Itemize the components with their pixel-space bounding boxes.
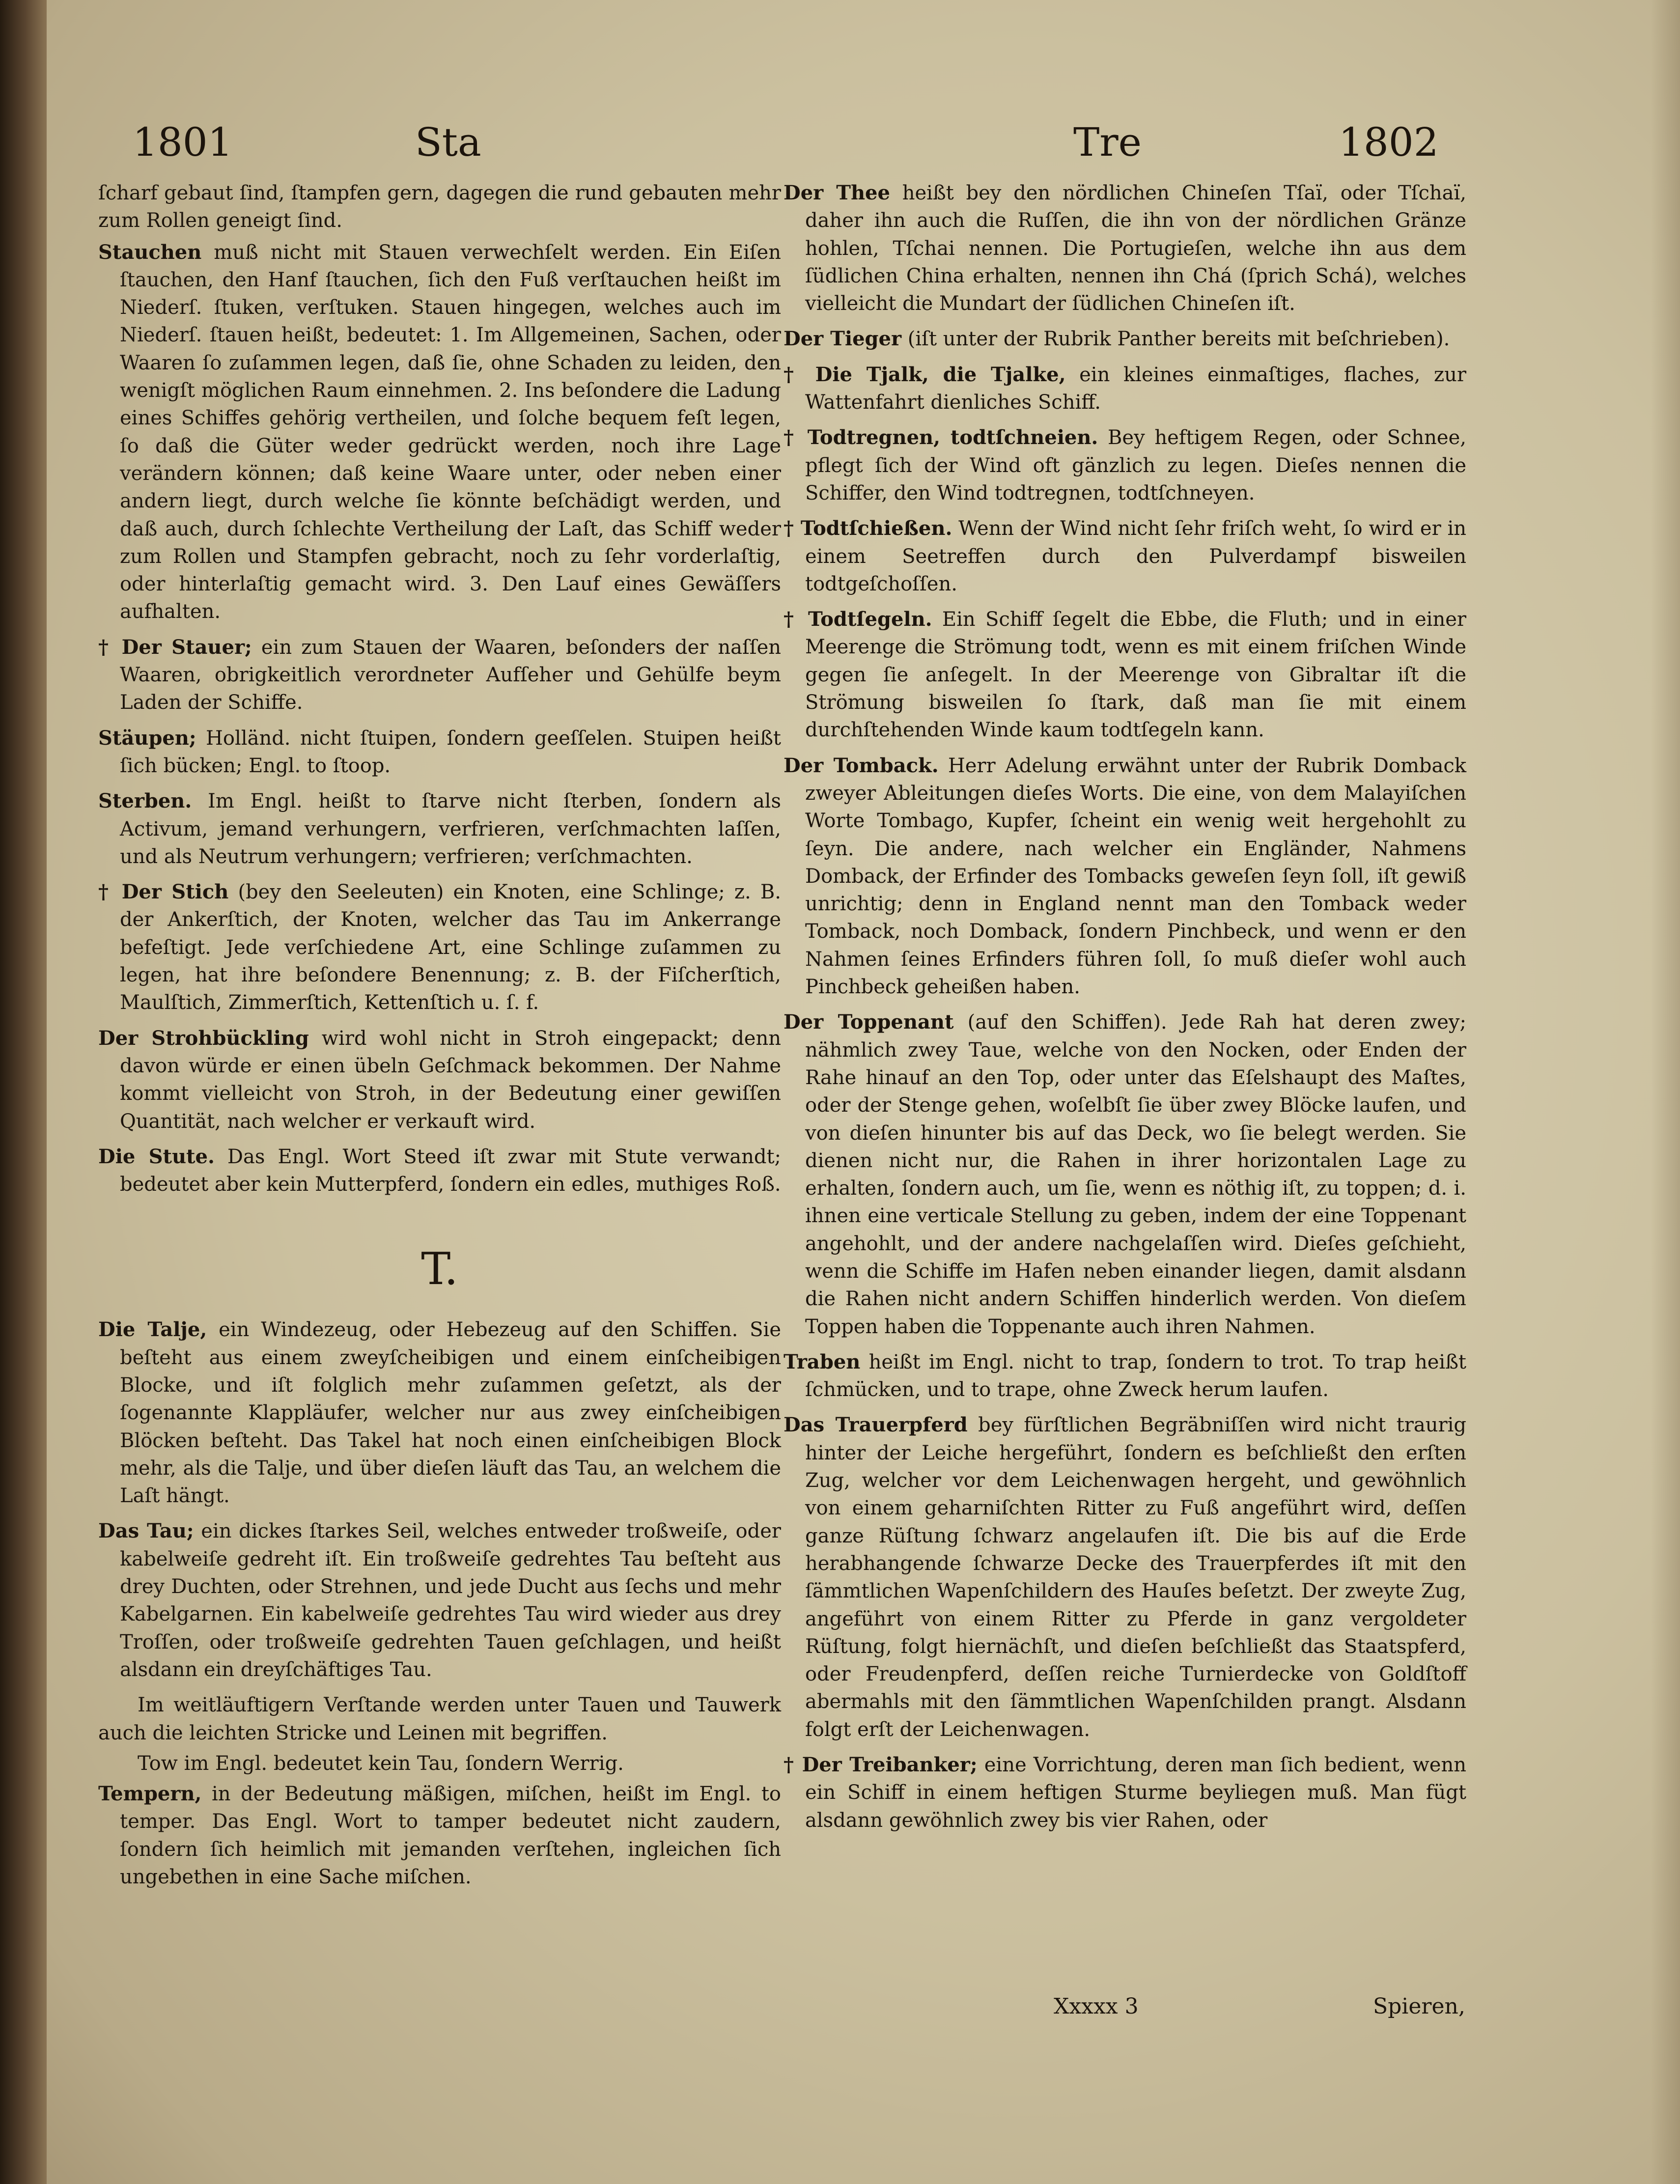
entry bbox=[784, 1008, 1466, 1341]
entry bbox=[98, 179, 781, 235]
entry-lemma: Der Toppenant bbox=[784, 1010, 954, 1034]
entry-text: bey fürſtlichen Begräbniſſen wird nicht traurig hinter der Leiche hergeführt, ſondern es beſchließt den erſten Zug, welcher vor dem Leichenwagen hergeht, und gewöhnlich von einem geharniſchten Ritter zu Fuß angeführt wird, deſſen ganze Rüſtung ſchwarz angelaufen iſt. Die bis auf die Erde herabhangende ſchwarze Decke des Trauerpferdes iſt mit den ſämmtlichen Wapenſchildern des Hauſes beſetzt. Der zweyte Zug, angeführt von einem Ritter zu Pferde in ganz vergoldeter Rüſtung, folgt hiernächſt, und dieſen beſchließt das Staatspferd, oder Freudenpferd, deſſen reiche Turnierdecke von Goldſtoff abermahls mit den ſämmtlichen Wapenſchilden prangt. Alsdann folgt erſt der Leichenwagen. bbox=[805, 1414, 1467, 1741]
entry-text: ſcharf gebaut ſind, ſtampfen gern, dagegen die rund gebauten mehr zum Rollen geneigt ſind. bbox=[98, 182, 781, 232]
entry bbox=[784, 515, 1466, 598]
entry-text: Im weitläuftigern Verſtande werden unter Tauen und Tauwerk auch die leichten Stricke und Leinen mit begriffen. bbox=[98, 1694, 781, 1744]
entry-lemma: Das Trauerpferd bbox=[784, 1413, 968, 1437]
entry-lemma: † Der Treibanker; bbox=[784, 1753, 978, 1777]
book-gutter bbox=[0, 0, 47, 2184]
catchword: Spieren, bbox=[1373, 1994, 1465, 2019]
entry bbox=[98, 239, 781, 626]
entry bbox=[98, 1143, 781, 1199]
entry-lemma: † Todtſchießen. bbox=[784, 517, 952, 540]
entry bbox=[784, 1411, 1466, 1743]
entry-lemma: Das Tau; bbox=[98, 1519, 194, 1543]
entry-text: Das Engl. Wort Steed iſt zwar mit Stute verwandt; bedeutet aber kein Mutterpferd, ſondern ein edles, muthiges Roß. bbox=[120, 1145, 781, 1196]
entry-text: ein kleines einmaſtiges, flaches, zur Wattenfahrt dienliches Schiff. bbox=[805, 363, 1467, 414]
entry-text: heißt bey den nördlichen Chineſen Tſaï, oder Tſchaï, daher ihn auch die Ruſſen, die ihn von der nördlichen Gränze hohlen, Tſchai nennen. Die Portugieſen, welche ihn aus dem ſüdlichen China erhalten, nennen ihn Chá (ſprich Schá), welches vielleicht die Mundart der ſüdlichen Chineſen iſt. bbox=[805, 182, 1467, 315]
entry-lemma: Der Tomback. bbox=[784, 754, 939, 777]
entry-lemma: Der Strohbückling bbox=[98, 1026, 309, 1050]
entry-text: ein zum Stauen der Waaren, beſonders der naſſen Waaren, obrigkeitlich verordneter Aufſeher und Gehülfe beym Laden der Schiffe. bbox=[120, 636, 781, 714]
entry bbox=[784, 424, 1466, 507]
entry bbox=[98, 1025, 781, 1135]
entry-text: heißt im Engl. nicht to trap, ſondern to trot. To trap heißt ſchmücken, und to trape, ohne Zweck herum laufen. bbox=[805, 1350, 1466, 1401]
entry bbox=[98, 725, 781, 780]
entry bbox=[98, 1691, 781, 1747]
entry bbox=[98, 634, 781, 717]
entry bbox=[98, 1750, 781, 1777]
entry-lemma: † Der Stich bbox=[98, 880, 229, 904]
entry-text: Tow im Engl. bedeutet kein Tau, ſondern Werrig. bbox=[138, 1752, 624, 1775]
entry-lemma: † Todtregnen, todtſchneien. bbox=[784, 426, 1098, 449]
entry-text: Bey heftigem Regen, oder Schnee, pflegt ſich der Wind oft gänzlich zu legen. Dieſes nennen die Schiffer, den Wind todtregnen, todtſchneyen. bbox=[805, 426, 1466, 504]
entry bbox=[784, 179, 1466, 317]
entry-text: ein dickes ſtarkes Seil, welches entweder troßweiſe, oder kabelweiſe gedreht iſt. Ein troßweiſe gedrehtes Tau beſteht aus drey Duchten, oder Strehnen, und jede Ducht aus ſechs und mehr Kabelgarnen. Ein kabelweiſe gedrehtes Tau wird wieder aus drey Troſſen, oder troßweiſe gedrehten Tauen geſchlagen, und heißt alsdann ein dreyſchäftiges Tau. bbox=[120, 1520, 781, 1681]
entry bbox=[784, 361, 1466, 417]
col-right-number: 1802 bbox=[1339, 119, 1439, 165]
entry-text: Ein Schiff ſegelt die Ebbe, die Fluth; und in einer Meerenge die Strömung todt, wenn es mit einem friſchen Winde gegen ſie anſegelt. In der Meerenge von Gibraltar iſt die Strömung bisweilen ſo ſtark, daß man ſie mit einem durchſtehenden Winde kaum todtſegeln kann. bbox=[805, 608, 1467, 742]
entry-text: eine Vorrichtung, deren man ſich bedient, wenn ein Schiff in einem heftigen Sturme beyliegen muß. Man fügt alsdann gewöhnlich zwey bis vier Rahen, oder bbox=[805, 1754, 1467, 1832]
entry bbox=[784, 1348, 1466, 1404]
entry bbox=[784, 752, 1466, 1001]
entry-text: muß nicht mit Stauen verwechſelt werden. Ein Eiſen ſtauchen, den Hanf ſtauchen, ſich den Fuß verſtauchen heißt im Niederſ. ſtuken, verſtuken. Stauen hingegen, welches auch im Niederſ. ſtauen heißt, bedeutet: 1. Im Allgemeinen, Sachen, oder Waaren ſo zuſammen legen, daß ſie, ohne Schaden zu leiden, den wenigſt möglichen Raum einnehmen. 2. Ins beſondere die Ladung eines Schiffes gehörig vertheilen, und ſolche bequem feſt legen, ſo daß die Güter weder gedrückt werden, noch ihre Lage verändern können; daß keine Waare unter, oder neben einer andern liegt, durch welche ſie könnte beſchädigt werden, und daß auch, durch ſchlechte Vertheilung der Laſt, das Schiff weder zum Rollen und Stampfen gebracht, noch zu ſehr vorderlaſtig, oder hinterlaſtig gemacht wird. 3. Den Lauf eines Gewäſſers aufhalten. bbox=[120, 241, 781, 623]
entry-text: Holländ. nicht ſtuipen, ſondern geeſſelen. Stuipen heißt ſich bücken; Engl. to ſtoop. bbox=[120, 727, 781, 777]
left-column bbox=[98, 179, 781, 1899]
right-column bbox=[784, 179, 1466, 1842]
entry bbox=[98, 1316, 781, 1510]
entry bbox=[784, 1751, 1466, 1834]
entry-text: (bey den Seeleuten) ein Knoten, eine Schlinge; z. B. der Ankerſtich, der Knoten, welcher das Tau im Ankerrange befeſtigt. Jede verſchiedene Art, eine Schlinge zuſammen zu legen, hat ihre beſondere Benennung; z. B. der Fiſcherſtich, Maulſtich, Zimmerſtich, Kettenſtich u. ſ. f. bbox=[120, 881, 781, 1014]
entry-text: Im Engl. heißt to ſtarve nicht ſterben, ſondern als Activum, jemand verhungern, verfrieren, verſchmachten laſſen, und als Neutrum verhungern; verfrieren; verſchmachten. bbox=[120, 790, 781, 868]
signature-mark: Xxxxx 3 bbox=[1054, 1994, 1139, 2019]
entry-lemma: Die Stute. bbox=[98, 1145, 215, 1168]
entry-lemma: Sterben. bbox=[98, 789, 192, 813]
entry-text: ein Windezeug, oder Hebezeug auf den Schiffen. Sie beſteht aus einem zweyſcheibigen und einem einſcheibigen Blocke, und iſt folglich mehr zuſammen geſetzt, als der ſogenannte Klappläufer, welcher nur aus zwey einſcheibigen Blöcken beſteht. Das Takel hat noch einen einſcheibigen Block mehr, als die Talje, und über dieſen läuft das Tau, an welchem die Laſt hängt. bbox=[120, 1318, 782, 1508]
entry bbox=[784, 325, 1466, 353]
entry-text: wird wohl nicht in Stroh eingepackt; denn davon würde er einen übeln Geſchmack bekommen. Der Nahme kommt vielleicht von Stroh, in der Bedeutung einer gewiſſen Quantität, nach welcher er verkauft wird. bbox=[120, 1027, 782, 1133]
entry bbox=[98, 878, 781, 1016]
entry-lemma: Der Tieger bbox=[784, 327, 902, 351]
section-letter: T. bbox=[421, 1243, 458, 1295]
entry-lemma: Der Thee bbox=[784, 181, 890, 204]
entry-lemma: † Die Tjalk, die Tjalke, bbox=[784, 363, 1066, 386]
entry-lemma: Traben bbox=[784, 1350, 861, 1373]
entry-text: Wenn der Wind nicht ſehr friſch weht, ſo wird er in einem Seetreffen durch den Pulverdampf bisweilen todtgeſchoſſen. bbox=[805, 517, 1467, 595]
entry bbox=[98, 1780, 781, 1891]
entry-text: (auf den Schiffen). Jede Rah hat deren zwey; nähmlich zwey Taue, welche von den Nocken, oder Enden der Rahe hinauf an den Top, oder unter das Eſelshaupt des Maſtes, oder der Stenge gehen, woſelbſt ſie über zwey Blöcke laufen, und von dieſen hinunter bis auf das Deck, wo ſie belegt werden. Sie dienen nicht nur, die Rahen in ihrer horizontalen Lage zu erhalten, ſondern auch, um ſie, wenn es nöthig iſt, zu toppen; d. i. ihnen eine verticale Stellung zu geben, indem der eine Toppenant angehohlt, und der andere nachgelaſſen wird. Dieſes geſchieht, wenn die Schiffe im Hafen neben einander liegen, damit alsdann die Rahen nicht andern Schiffen hinderlich werden. Von dieſem Toppen haben die Toppenante auch ihren Nahmen. bbox=[805, 1011, 1467, 1338]
entry bbox=[784, 606, 1466, 744]
col-left-number: 1801 bbox=[133, 119, 233, 165]
entry-lemma: Die Talje, bbox=[98, 1318, 207, 1342]
entry-lemma: † Der Stauer; bbox=[98, 635, 252, 659]
entry bbox=[98, 787, 781, 870]
left-guide-word: Sta bbox=[415, 119, 481, 165]
entry-text: (iſt unter der Rubrik Panther bereits mit beſchrieben). bbox=[901, 328, 1450, 351]
entry-lemma: Stauchen bbox=[98, 240, 202, 264]
entry-lemma: Stäupen; bbox=[98, 726, 196, 750]
entry-text: in der Bedeutung mäßigen, miſchen, heißt im Engl. to temper. Das Engl. Wort to tamper bedeutet nicht zaudern, ſondern ſich heimlich mit jemanden verſtehen, ingleichen ſich ungebethen in eine Sache miſchen. bbox=[120, 1783, 781, 1889]
book-page bbox=[47, 0, 1680, 2184]
entry-text: Herr Adelung erwähnt unter der Rubrik Domback zweyer Ableitungen dieſes Worts. Die eine, von dem Malayiſchen Worte Tombago, Kupfer, ſcheint ein wenig weit hergehohlt zu ſeyn. Die andere, nach welcher ein Engländer, Nahmens Domback, der Erfinder des Tombacks geweſen ſeyn ſoll, iſt gewiß unrichtig; denn in England nennt man den Tomback weder Tomback, noch Domback, ſondern Pinchbeck, und wenn er den Nahmen ſeines Erfinders führen ſoll, ſo muß dieſer wohl auch Pinchbeck geheißen haben. bbox=[805, 754, 1467, 999]
entry bbox=[98, 1517, 781, 1683]
right-guide-word: Tre bbox=[1073, 119, 1142, 165]
entry-lemma: † Todtſegeln. bbox=[784, 608, 932, 631]
entry-lemma: Tempern, bbox=[98, 1782, 202, 1806]
